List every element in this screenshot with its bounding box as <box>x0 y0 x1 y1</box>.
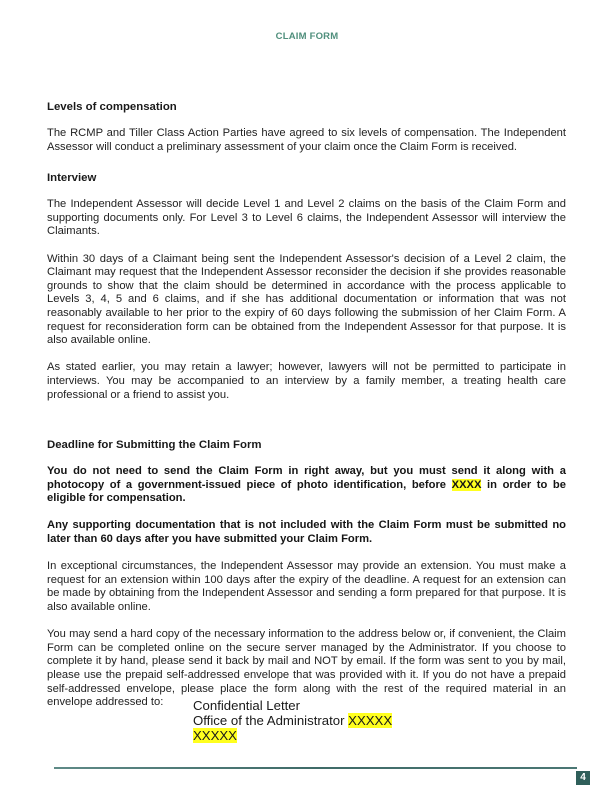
heading-deadline: Deadline for Submitting the Claim Form <box>47 439 262 452</box>
page-number-badge: 4 <box>576 771 590 785</box>
paragraph-levels: The RCMP and Tiller Class Action Parties have agreed to six levels of compensation. The Independent Assessor will conduct a preliminary assessment of your claim once the Claim Form is received. <box>47 127 566 153</box>
redacted-date-highlight: XXXX <box>451 478 482 491</box>
paragraph-interview-1: The Independent Assessor will decide Level 1 and Level 2 claims on the basis of the Claim Form and supporting documents only. For Level 3 to Level 6 claims, the Independent Assessor will interview the Claimants. <box>47 198 566 238</box>
footer-divider <box>54 767 577 769</box>
paragraph-deadline-1: You do not need to send the Claim Form in right away, but you must send it along with a photocopy of a government-issued piece of photo identification, before XXXX in order to be eligible for compensation. <box>47 465 566 505</box>
address-line-3 <box>193 728 392 743</box>
paragraph-interview-2: Within 30 days of a Claimant being sent the Independent Assessor's decision of a Level 2 claim, the Claimant may request that the Independent Assessor reconsider the decision if she provides reasonable grounds to show that the claim should be determined in accordance with the process applicable to Levels 3, 4, 5 and 6 claims, and if she has additional documentation or information that was not reasonably available to her prior to the expiry of 60 days following the submission of her Claim Form. A request for reconsideration form can be obtained from the Independent Assessor for that purpose. It is also available online. <box>47 252 566 347</box>
redacted-address-highlight-1: XXXXX <box>348 713 393 729</box>
page-header-title: CLAIM FORM <box>275 31 339 42</box>
address-line-1: Confidential Letter <box>193 698 301 713</box>
heading-interview: Interview <box>47 172 97 185</box>
redacted-address-highlight-2: XXXXX <box>193 728 237 744</box>
heading-levels-of-compensation: Levels of compensation <box>47 101 177 113</box>
paragraph-interview-3: As stated earlier, you may retain a lawyer; however, lawyers will not be permitted to participate in interviews. You may be accompanied to an interview by a family member, a treating health care professional or a friend to assist you. <box>47 361 566 401</box>
mailing-address <box>193 698 392 744</box>
document-body <box>47 100 566 710</box>
paragraph-deadline-4: You may send a hard copy of the necessary information to the address below or, if convenient, the Claim Form can be completed online on the secure server managed by the Administrator. If you choose to complete it by hand, please send it back by mail and NOT by email. If the form was sent to you by mail, please use the prepaid self-addressed envelope that was provided with it. If you do not have a prepaid self-addressed envelope, please place the form along with the rest of the required material in an envelope addressed to: <box>47 628 566 709</box>
address-line-2: Office of the Administrator XXXXX <box>193 713 393 729</box>
paragraph-deadline-3: In exceptional circumstances, the Independent Assessor may provide an extension. You must make a request for an extension within 100 days after the expiry of the deadline. A request for an extension can be made by obtaining from the Independent Assessor and sending a form prepared for that purpose. It is also available online. <box>47 560 566 614</box>
paragraph-deadline-2: Any supporting documentation that is not included with the Claim Form must be submitted no later than 60 days after you have submitted your Claim Form. <box>47 519 566 546</box>
